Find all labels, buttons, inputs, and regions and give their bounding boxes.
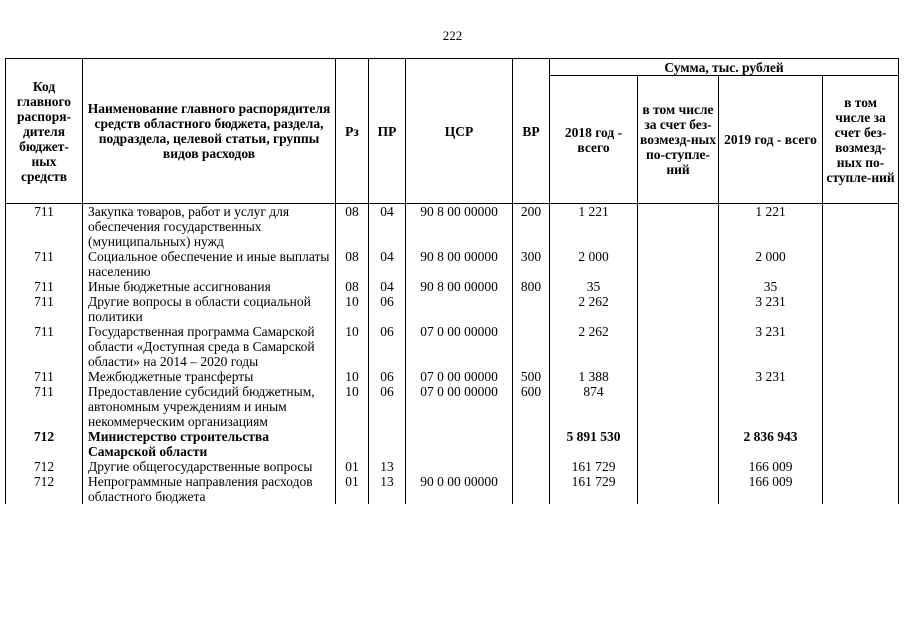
- table-body: [6, 204, 899, 505]
- cell-2019-total: 166 009: [719, 459, 823, 474]
- cell-2019-total: 35: [719, 279, 823, 294]
- cell-code: 711: [6, 384, 83, 429]
- cell-pr: 06: [369, 294, 406, 324]
- cell-rz: 10: [336, 324, 369, 369]
- cell-vr: 200: [513, 204, 550, 250]
- table-row: [6, 249, 899, 279]
- table-row: [6, 369, 899, 384]
- cell-pr: 06: [369, 369, 406, 384]
- table-row: [6, 384, 899, 429]
- cell-2019-free: [823, 204, 899, 250]
- cell-2019-free: [823, 474, 899, 504]
- cell-vr: [513, 429, 550, 459]
- cell-code: 711: [6, 324, 83, 369]
- cell-2019-total: 1 221: [719, 204, 823, 250]
- cell-2019-free: [823, 279, 899, 294]
- cell-pr: 04: [369, 279, 406, 294]
- cell-2019-total: 3 231: [719, 294, 823, 324]
- cell-csr: 07 0 00 00000: [406, 324, 513, 369]
- cell-rz: 10: [336, 369, 369, 384]
- cell-rz: 08: [336, 249, 369, 279]
- cell-2018-total: 1 221: [550, 204, 638, 250]
- cell-vr: 800: [513, 279, 550, 294]
- cell-rz: 08: [336, 279, 369, 294]
- header-2018-total: 2018 год - всего: [550, 76, 638, 204]
- cell-pr: 13: [369, 474, 406, 504]
- header-rz: Рз: [336, 59, 369, 204]
- cell-vr: 300: [513, 249, 550, 279]
- cell-2018-free: [638, 294, 719, 324]
- cell-rz: 10: [336, 294, 369, 324]
- cell-csr: 90 8 00 00000: [406, 279, 513, 294]
- cell-name: Другие вопросы в области социальной политики: [83, 294, 336, 324]
- cell-code: 712: [6, 474, 83, 504]
- cell-csr: 07 0 00 00000: [406, 384, 513, 429]
- header-code: Код главного распоря-дителя бюджет-ных средств: [6, 59, 83, 204]
- table-row: [6, 429, 899, 459]
- cell-2018-free: [638, 459, 719, 474]
- header-sum-group: Сумма, тыс. рублей: [550, 59, 899, 76]
- cell-csr: 90 8 00 00000: [406, 204, 513, 250]
- cell-2019-free: [823, 369, 899, 384]
- cell-2018-free: [638, 324, 719, 369]
- cell-csr: 90 8 00 00000: [406, 249, 513, 279]
- cell-2018-free: [638, 474, 719, 504]
- cell-pr: 04: [369, 249, 406, 279]
- table-row: [6, 204, 899, 250]
- cell-vr: 600: [513, 384, 550, 429]
- header-pr: ПР: [369, 59, 406, 204]
- cell-2019-total: 2 836 943: [719, 429, 823, 459]
- cell-code: 712: [6, 429, 83, 459]
- cell-name: Предоставление субсидий бюджетным, автономным учреждениям и иным некоммерческим организациям: [83, 384, 336, 429]
- header-name: Наименование главного распорядителя средств областного бюджета, раздела, подраздела, целевой статьи, группы видов расходов: [83, 59, 336, 204]
- cell-csr: [406, 459, 513, 474]
- cell-vr: [513, 324, 550, 369]
- cell-2018-free: [638, 369, 719, 384]
- cell-2018-free: [638, 429, 719, 459]
- cell-pr: [369, 429, 406, 459]
- cell-2019-total: 2 000: [719, 249, 823, 279]
- cell-2018-total: 2 262: [550, 294, 638, 324]
- cell-code: 711: [6, 294, 83, 324]
- cell-vr: 500: [513, 369, 550, 384]
- cell-rz: 10: [336, 384, 369, 429]
- cell-2019-total: 166 009: [719, 474, 823, 504]
- cell-name: Закупка товаров, работ и услуг для обеспечения государственных (муниципальных) нужд: [83, 204, 336, 250]
- cell-code: 711: [6, 249, 83, 279]
- cell-pr: 06: [369, 324, 406, 369]
- cell-2019-free: [823, 459, 899, 474]
- cell-name: Государственная программа Самарской области «Доступная среда в Самарской области» на 2014 – 2020 годы: [83, 324, 336, 369]
- cell-csr: 90 0 00 00000: [406, 474, 513, 504]
- cell-vr: [513, 294, 550, 324]
- cell-2019-free: [823, 429, 899, 459]
- cell-2018-free: [638, 279, 719, 294]
- header-2018-free: в том числе за счет без-возмезд-ных по-ступле-ний: [638, 76, 719, 204]
- cell-2019-total: [719, 384, 823, 429]
- cell-2019-total: 3 231: [719, 369, 823, 384]
- cell-csr: 07 0 00 00000: [406, 369, 513, 384]
- cell-csr: [406, 429, 513, 459]
- cell-name: Межбюджетные трансферты: [83, 369, 336, 384]
- table-header: [6, 59, 899, 204]
- table-row: [6, 294, 899, 324]
- cell-pr: 06: [369, 384, 406, 429]
- header-2019-total: 2019 год - всего: [719, 76, 823, 204]
- cell-vr: [513, 459, 550, 474]
- cell-2019-free: [823, 384, 899, 429]
- cell-2018-total: 161 729: [550, 474, 638, 504]
- cell-2018-total: 2 000: [550, 249, 638, 279]
- cell-code: 711: [6, 279, 83, 294]
- table-row: [6, 474, 899, 504]
- table-row: [6, 459, 899, 474]
- cell-2019-free: [823, 324, 899, 369]
- cell-2018-free: [638, 204, 719, 250]
- cell-2019-free: [823, 294, 899, 324]
- cell-name: Непрограммные направления расходов областного бюджета: [83, 474, 336, 504]
- cell-2018-total: 2 262: [550, 324, 638, 369]
- table-row: [6, 324, 899, 369]
- budget-table: [5, 58, 899, 504]
- table-row: [6, 279, 899, 294]
- cell-2018-total: 1 388: [550, 369, 638, 384]
- cell-name: Иные бюджетные ассигнования: [83, 279, 336, 294]
- cell-rz: 01: [336, 474, 369, 504]
- cell-rz: 01: [336, 459, 369, 474]
- header-2019-free: в том числе за счет без-возмезд-ных по-ступле-ний: [823, 76, 899, 204]
- cell-code: 711: [6, 204, 83, 250]
- cell-pr: 13: [369, 459, 406, 474]
- cell-code: 711: [6, 369, 83, 384]
- cell-rz: [336, 429, 369, 459]
- header-csr: ЦСР: [406, 59, 513, 204]
- cell-name: Министерство строительства Самарской области: [83, 429, 336, 459]
- header-vr: ВР: [513, 59, 550, 204]
- cell-code: 712: [6, 459, 83, 474]
- page-number: 222: [442, 28, 463, 43]
- cell-csr: [406, 294, 513, 324]
- cell-rz: 08: [336, 204, 369, 250]
- cell-2018-free: [638, 384, 719, 429]
- cell-2018-total: 161 729: [550, 459, 638, 474]
- cell-2018-total: 874: [550, 384, 638, 429]
- cell-name: Другие общегосударственные вопросы: [83, 459, 336, 474]
- cell-2018-free: [638, 249, 719, 279]
- cell-name: Социальное обеспечение и иные выплаты населению: [83, 249, 336, 279]
- cell-2018-total: 35: [550, 279, 638, 294]
- cell-2019-total: 3 231: [719, 324, 823, 369]
- cell-2019-free: [823, 249, 899, 279]
- cell-2018-total: 5 891 530: [550, 429, 638, 459]
- cell-vr: [513, 474, 550, 504]
- cell-pr: 04: [369, 204, 406, 250]
